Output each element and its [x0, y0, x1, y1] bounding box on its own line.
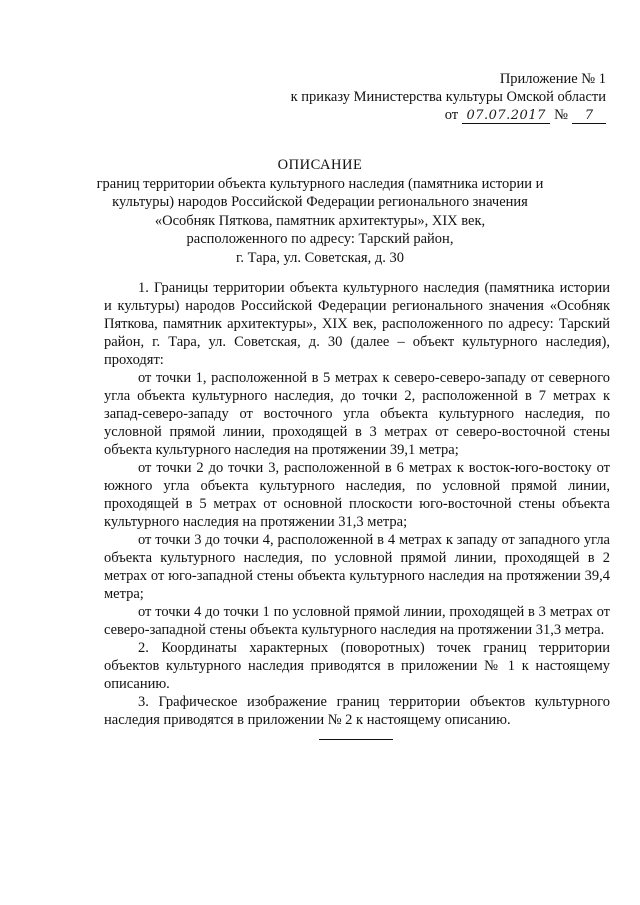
document-body: [104, 279, 610, 729]
appendix-number: Приложение № 1: [499, 71, 606, 87]
number-prefix: №: [554, 107, 568, 123]
date-prefix: от: [444, 107, 459, 123]
paragraph-segment-4-1: от точки 4 до точки 1 по условной прямой линии, проходящей в 3 метрах от северо-западной стены объекта культурного наследия на протяжении 31,3 метра.: [104, 604, 610, 638]
handwritten-order-number: 7: [572, 109, 606, 124]
handwritten-date: 07.07.2017: [462, 109, 550, 124]
title-line: «Особняк Пяткова, памятник архитектуры», XIX век,: [154, 212, 486, 229]
title-line: культуры) народов Российской Федерации регионального значения: [112, 194, 528, 210]
document-title-block: [90, 156, 550, 267]
paragraph-segment-2-3: от точки 2 до точки 3, расположенной в 6 метрах к восток-юго-востоку от южного угла объекта культурного наследия, по условной прямой линии, проходящей в 5 метрах от основной плоскости юго-восточной стены объекта культурного наследия на протяжении 31,3 метра;: [104, 460, 610, 530]
order-date-line: [445, 106, 606, 124]
title-line: г. Тара, ул. Советская, д. 30: [236, 249, 404, 266]
paragraph-clause-2: 2. Координаты характерных (поворотных) точек границ территории объектов культурного наследия приводятся в приложении № 1 к настоящему описанию.: [104, 640, 610, 692]
order-reference: к приказу Министерства культуры Омской области: [290, 89, 606, 105]
paragraph-segment-3-4: от точки 3 до точки 4, расположенной в 4 метрах к западу от западного угла объекта культурного наследия, по условной прямой линии, проходящей в 2 метрах от юго-западной стены объекта культурного наследия на протяжении 39,4 метра;: [104, 532, 610, 602]
title-line: расположенного по адресу: Тарский район,: [186, 231, 454, 247]
title-line: границ территории объекта культурного наследия (памятника истории и: [96, 175, 544, 192]
paragraph-segment-1-2: от точки 1, расположенной в 5 метрах к северо-северо-западу от северного угла объекта культурного наследия, до точки 2, расположенной в 7 метрах к запад-северо-западу от восточного угла объекта культурного наследия, по условной прямой линии, проходящей в 3 метрах от северо-восточной стены объекта культурного наследия на протяжении 39,1 метра;: [104, 370, 610, 458]
paragraph-clause-1: 1. Границы территории объекта культурного наследия (памятника истории и культуры) народов Российской Федерации регионального значения «Особняк Пяткова, памятник архитектуры», XIX век, расположенного по адресу: Тарский район, г. Тара, ул. Советская, д. 30 (далее – объект культурного наследия), проходят:: [104, 280, 610, 368]
end-divider: [319, 739, 393, 740]
document-heading: ОПИСАНИЕ: [277, 157, 363, 173]
appendix-header: [291, 70, 606, 124]
paragraph-clause-3: 3. Графическое изображение границ территории объектов культурного наследия приводятся в приложении № 2 к настоящему описанию.: [104, 694, 610, 728]
